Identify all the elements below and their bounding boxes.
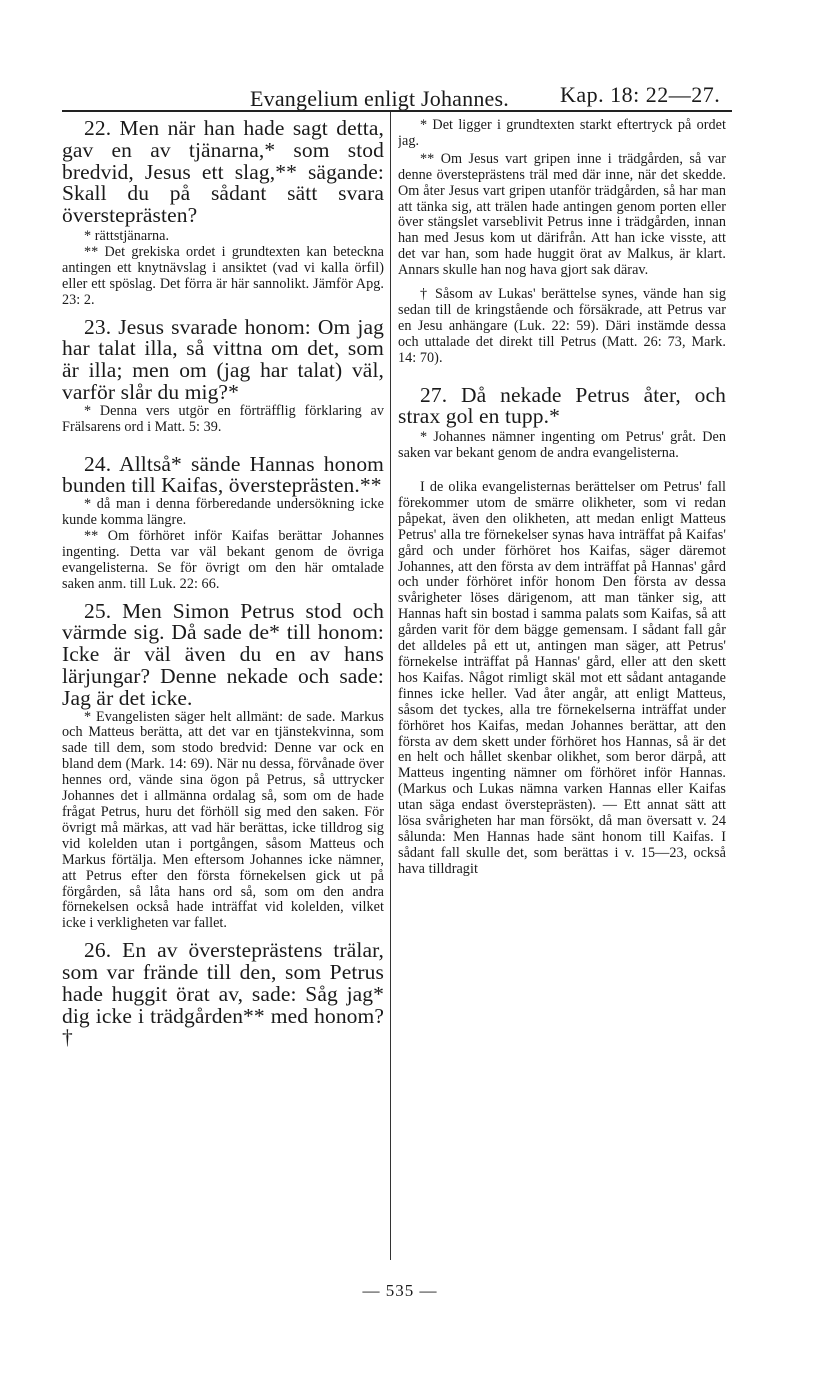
left-column xyxy=(62,118,384,1278)
footnote-24-b: ** Om förhöret inför Kaifas berättar Johannes ingenting. Detta var väl bekant genom de övriga evangelisterna. Se för övrigt om den här omtalade saken anm. till Luk. 22: 66. xyxy=(62,528,384,592)
footnote-24-a: * då man i denna förberedande undersökning icke kunde komma längre. xyxy=(62,497,384,529)
running-head-title: Evangelium enligt Johannes. xyxy=(250,86,509,111)
column-divider xyxy=(390,112,391,1260)
footnote-22-a: * rättstjänarna. xyxy=(84,228,170,244)
right-column xyxy=(398,118,726,1278)
verse-25: 25. Men Simon Petrus stod och värmde sig. Då sade de* till honom: Icke är väl även du en av hans lärjungar? Denne nekade och sade: Jag är det icke. xyxy=(62,600,384,710)
footnote-23-a: * Denna vers utgör en förträfflig förklaring av Frälsarens ord i Matt. 5: 39. xyxy=(62,403,384,435)
footnote-27-a: * Johannes nämner ingenting om Petrus' gråt. Den saken var bekant genom de andra evangelisterna. xyxy=(398,430,726,462)
verse-26: 26. En av översteprästens trälar, som var frände till den, som Petrus hade huggit örat av, sade: Såg jag* dig icke i trädgården** med honom?† xyxy=(62,940,384,1050)
verse-24: 24. Alltså* sände Hannas honom bunden till Kaifas, översteprästen.** xyxy=(62,453,384,498)
page-number: — 535 — xyxy=(362,1281,438,1300)
footnote-25-a: * Evangelisten säger helt allmänt: de sade. Markus och Matteus berätta, att det var en tjänstekvinna, som sade till dem, som stodo bredvid: Denne var ock en bland dem (Mark. 14: 69). När nu dessa, förvånade över hennes ord, vände sina ögon på Petrus, så uttrycker Johannes det i allmänna ordalag så, som om de hade frågat Petrus, huru det förhöll sig med den saken. För övrigt må märkas, att vad här berättas, icke tilldrog sig vid kolelden utan i portgången, såsom Matteus och Markus förtälja. Men eftersom Johannes icke nämner, att Petrus efter den första förnekelsen gick ut på förgården, så låta hans ord så, som om den andra förnekelsen också hade inträffat vid kolelden, vilket icke i verkligheten var fallet. xyxy=(62,709,384,932)
running-head-chapter: Kap. 18: 22—27. xyxy=(560,82,721,107)
verse-27: 27. Då nekade Petrus åter, och strax gol en tupp.* xyxy=(398,384,726,429)
footnote-26-a: * Det ligger i grundtexten starkt eftertryck på ordet jag. xyxy=(398,118,726,149)
footnote-26-b: ** Om Jesus vart gripen inne i trädgården, så var denne översteprästens träl med där inne, när det skedde. Om åter Jesus vart gripen utanför trädgården, så har man att tänka sig, att trälen hade antingen genom porten eller över stängslet varseblivit Petrus inne i trädgården, innan han med Jesus kom ut därifrån. Att han icke visste, att det var han, som hade huggit örat av Malkus, är klart. Annars skulle han nog hava gjort sak därav. xyxy=(398,151,726,279)
footnote-22-b: ** Det grekiska ordet i grundtexten kan beteckna antingen ett knytnävslag i ansiktet (vad vi kalla örfil) eller ett spöslag. Det förra är här sannolikt. Jämför Apg. 23: 2. xyxy=(62,244,384,308)
verse-23: 23. Jesus svarade honom: Om jag har talat illa, så vittna om det, som är illa; men om (jag har talat) väl, varför slår du mig?* xyxy=(62,316,384,404)
footnote-26-c: † Såsom av Lukas' berättelse synes, vände han sig sedan till de kringstående och försäkrade, att Petrus var en Jesu anhängare (Luk. 22: 59). Däri instämde dessa och uttalade det direkt till Petrus (Matt. 26: 73, Mark. 14: 70). xyxy=(398,287,726,366)
header-rule xyxy=(62,110,732,112)
verse-22: 22. Men när han hade sagt detta, gav en av tjänarna,* som stod bredvid, Jesus ett slag,** sägande: Skall du på sådant sätt svara översteprästen? xyxy=(62,118,384,227)
commentary-27: I de olika evangelisternas berättelser om Petrus' fall förekommer utom de smärre olikheter, som vi redan påpekat, även den olikheten, att medan enligt Matteus Petrus' alla tre förnekelser synas hava inträffat på Kaifas' gård och under förhöret hos Kaifas, säger däremot Johannes, att den första av dem inträffat på Hannas' gård och under förhöret inför honom Den första av dessa svårigheter löses därigenom, att man tänker sig, att Hannas haft sin bostad i samma palats som Kaifas, så att gården varit för dem bägge gemensam. I sådant fall går det alldeles på ett ut, antingen man säger, att Petrus' förnekelse inträffat på Hannas' gård, eller att den skett hos Kaifas. Något rimligt skäl mot ett sådant antagande finnes icke heller. Vad åter angår, att enligt Matteus, såsom det tyckes, alla tre förnekelserna inträffat under förhöret hos Kaifas, medan Johannes berättar, att den första av dem skett under förhöret hos Hannas, så är det en helt och hållet skenbar olikhet, som beror därpå, att Matteus ingenting nämner om förhöret inför Hannas. (Markus och Lukas nämna varken Hannas eller Kaifas utan säga endast översteprästen). — Ett annat sätt att lösa svårigheten har man försökt, då man översatt v. 24 sålunda: Men Hannas hade sänt honom till Kaifas. I sådant fall skulle det, som berättas i v. 15—23, också hava tilldragit xyxy=(398,480,726,877)
